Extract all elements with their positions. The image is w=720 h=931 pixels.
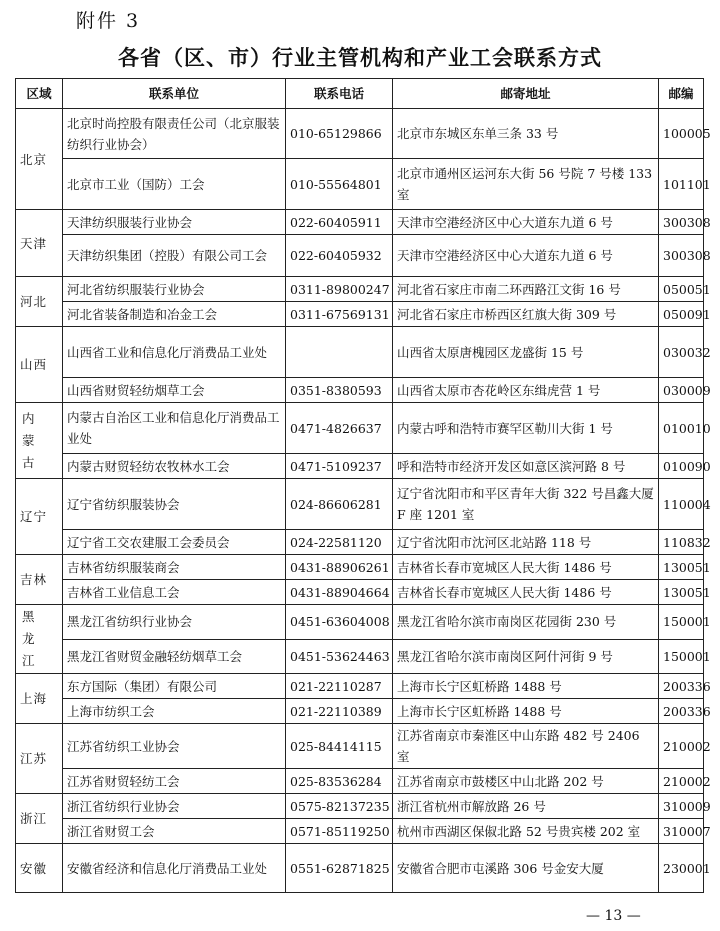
zip-cell: 200336 — [659, 674, 704, 699]
table-row — [16, 605, 704, 640]
phone-cell: 0575-82137235 — [286, 794, 393, 819]
page-number: — 13 — — [586, 908, 641, 924]
zip-cell: 310007 — [659, 819, 704, 844]
table-row — [16, 555, 704, 580]
table-row — [16, 210, 704, 235]
unit-cell: 江苏省纺织工业协会 — [63, 724, 286, 769]
table-row — [16, 403, 704, 454]
address-cell: 呼和浩特市经济开发区如意区滨河路 8 号 — [393, 454, 659, 479]
address-cell: 天津市空港经济区中心大道东九道 6 号 — [393, 210, 659, 235]
phone-cell: 022-60405911 — [286, 210, 393, 235]
zip-cell: 210002 — [659, 724, 704, 769]
region-cell: 吉林 — [16, 555, 63, 605]
address-cell: 上海市长宁区虹桥路 1488 号 — [393, 674, 659, 699]
address-cell: 辽宁省沈阳市沈河区北站路 118 号 — [393, 530, 659, 555]
table-row — [16, 794, 704, 819]
zip-cell: 200336 — [659, 699, 704, 724]
address-cell: 河北省石家庄市南二环西路江文街 16 号 — [393, 277, 659, 302]
header-address: 邮寄地址 — [393, 79, 659, 109]
address-cell: 山西省太原市杏花岭区东缉虎营 1 号 — [393, 378, 659, 403]
zip-cell: 150001 — [659, 605, 704, 640]
zip-cell: 130051 — [659, 580, 704, 605]
header-phone: 联系电话 — [286, 79, 393, 109]
table-row — [16, 674, 704, 699]
phone-cell: 0431-88906261 — [286, 555, 393, 580]
table-row — [16, 109, 704, 159]
zip-cell: 110832 — [659, 530, 704, 555]
table-row — [16, 769, 704, 794]
region-cell: 黑龙江 — [16, 605, 63, 674]
unit-cell: 上海市纺织工会 — [63, 699, 286, 724]
table-row — [16, 159, 704, 210]
page-title: 各省（区、市）行业主管机构和产业工会联系方式 — [118, 45, 602, 70]
region-cell: 辽宁 — [16, 479, 63, 555]
table-row — [16, 479, 704, 530]
unit-cell: 浙江省纺织行业协会 — [63, 794, 286, 819]
table-row — [16, 724, 704, 769]
address-cell: 北京市东城区东单三条 33 号 — [393, 109, 659, 159]
unit-cell: 河北省纺织服装行业协会 — [63, 277, 286, 302]
zip-cell: 100005 — [659, 109, 704, 159]
region-cell: 北京 — [16, 109, 63, 210]
phone-cell: 010-55564801 — [286, 159, 393, 210]
table-row — [16, 639, 704, 674]
region-cell: 浙江 — [16, 794, 63, 844]
unit-cell: 黑龙江省财贸金融轻纺烟草工会 — [63, 639, 286, 674]
table-row — [16, 580, 704, 605]
table-row — [16, 302, 704, 327]
unit-cell: 北京时尚控股有限责任公司（北京服装纺织行业协会） — [63, 109, 286, 159]
address-cell: 辽宁省沈阳市和平区青年大街 322 号昌鑫大厦 F 座 1201 室 — [393, 479, 659, 530]
unit-cell: 黑龙江省纺织行业协会 — [63, 605, 286, 640]
phone-cell — [286, 327, 393, 378]
phone-cell: 0471-4826637 — [286, 403, 393, 454]
zip-cell: 300308 — [659, 210, 704, 235]
phone-cell: 0311-67569131 — [286, 302, 393, 327]
zip-cell: 010090 — [659, 454, 704, 479]
unit-cell: 浙江省财贸工会 — [63, 819, 286, 844]
address-cell: 内蒙古呼和浩特市赛罕区勒川大街 1 号 — [393, 403, 659, 454]
region-cell: 江苏 — [16, 724, 63, 794]
zip-cell: 230001 — [659, 844, 704, 893]
region-cell: 天津 — [16, 210, 63, 277]
table-row — [16, 454, 704, 479]
region-cell: 安徽 — [16, 844, 63, 893]
address-cell: 江苏省南京市秦淮区中山东路 482 号 2406 室 — [393, 724, 659, 769]
zip-cell: 101101 — [659, 159, 704, 210]
address-cell: 吉林省长春市宽城区人民大街 1486 号 — [393, 580, 659, 605]
zip-cell: 030009 — [659, 378, 704, 403]
zip-cell: 010010 — [659, 403, 704, 454]
phone-cell: 0571-85119250 — [286, 819, 393, 844]
address-cell: 天津市空港经济区中心大道东九道 6 号 — [393, 235, 659, 277]
phone-cell: 024-22581120 — [286, 530, 393, 555]
unit-cell: 吉林省工业信息工会 — [63, 580, 286, 605]
unit-cell: 辽宁省纺织服装协会 — [63, 479, 286, 530]
phone-cell: 021-22110389 — [286, 699, 393, 724]
unit-cell: 江苏省财贸轻纺工会 — [63, 769, 286, 794]
address-cell: 江苏省南京市鼓楼区中山北路 202 号 — [393, 769, 659, 794]
zip-cell: 050051 — [659, 277, 704, 302]
address-cell: 黑龙江省哈尔滨市南岗区花园街 230 号 — [393, 605, 659, 640]
table-row — [16, 277, 704, 302]
address-cell: 河北省石家庄市桥西区红旗大街 309 号 — [393, 302, 659, 327]
phone-cell: 024-86606281 — [286, 479, 393, 530]
unit-cell: 安徽省经济和信息化厅消费品工业处 — [63, 844, 286, 893]
phone-cell: 0551-62871825 — [286, 844, 393, 893]
address-cell: 浙江省杭州市解放路 26 号 — [393, 794, 659, 819]
header-region: 区域 — [16, 79, 63, 109]
unit-cell: 天津纺织服装行业协会 — [63, 210, 286, 235]
address-cell: 杭州市西湖区保俶北路 52 号贵宾楼 202 室 — [393, 819, 659, 844]
table-row — [16, 378, 704, 403]
table-row — [16, 819, 704, 844]
zip-cell: 210002 — [659, 769, 704, 794]
zip-cell: 110004 — [659, 479, 704, 530]
phone-cell: 0351-8380593 — [286, 378, 393, 403]
zip-cell: 050091 — [659, 302, 704, 327]
phone-cell: 022-60405932 — [286, 235, 393, 277]
address-cell: 吉林省长春市宽城区人民大街 1486 号 — [393, 555, 659, 580]
header-unit: 联系单位 — [63, 79, 286, 109]
unit-cell: 山西省工业和信息化厅消费品工业处 — [63, 327, 286, 378]
phone-cell: 021-22110287 — [286, 674, 393, 699]
zip-cell: 030032 — [659, 327, 704, 378]
unit-cell: 北京市工业（国防）工会 — [63, 159, 286, 210]
table-row — [16, 235, 704, 277]
phone-cell: 0431-88904664 — [286, 580, 393, 605]
region-cell: 内蒙古 — [16, 403, 63, 479]
unit-cell: 东方国际（集团）有限公司 — [63, 674, 286, 699]
zip-cell: 150001 — [659, 639, 704, 674]
header-zip: 邮编 — [659, 79, 704, 109]
table-header-row — [16, 79, 704, 109]
phone-cell: 0471-5109237 — [286, 454, 393, 479]
address-cell: 北京市通州区运河东大街 56 号院 7 号楼 133 室 — [393, 159, 659, 210]
zip-cell: 300308 — [659, 235, 704, 277]
phone-cell: 025-84414115 — [286, 724, 393, 769]
address-cell: 安徽省合肥市屯溪路 306 号金安大厦 — [393, 844, 659, 893]
phone-cell: 0451-53624463 — [286, 639, 393, 674]
zip-cell: 310009 — [659, 794, 704, 819]
address-cell: 山西省太原唐槐园区龙盛街 15 号 — [393, 327, 659, 378]
region-cell: 上海 — [16, 674, 63, 724]
region-cell: 山西 — [16, 327, 63, 403]
zip-cell: 130051 — [659, 555, 704, 580]
table-row — [16, 844, 704, 893]
unit-cell: 内蒙古财贸轻纺农牧林水工会 — [63, 454, 286, 479]
address-cell: 上海市长宁区虹桥路 1488 号 — [393, 699, 659, 724]
unit-cell: 天津纺织集团（控股）有限公司工会 — [63, 235, 286, 277]
unit-cell: 河北省装备制造和冶金工会 — [63, 302, 286, 327]
region-cell: 河北 — [16, 277, 63, 327]
contact-table — [15, 78, 711, 893]
phone-cell: 0311-89800247 — [286, 277, 393, 302]
address-cell: 黑龙江省哈尔滨市南岗区阿什河街 9 号 — [393, 639, 659, 674]
phone-cell: 010-65129866 — [286, 109, 393, 159]
phone-cell: 0451-63604008 — [286, 605, 393, 640]
unit-cell: 内蒙古自治区工业和信息化厅消费品工业处 — [63, 403, 286, 454]
table-body — [16, 109, 711, 893]
table-row — [16, 699, 704, 724]
attachment-label: 附件 3 — [76, 10, 141, 32]
table-row — [16, 327, 704, 378]
unit-cell: 吉林省纺织服装商会 — [63, 555, 286, 580]
table-row — [16, 530, 704, 555]
unit-cell: 山西省财贸轻纺烟草工会 — [63, 378, 286, 403]
phone-cell: 025-83536284 — [286, 769, 393, 794]
unit-cell: 辽宁省工交农建服工会委员会 — [63, 530, 286, 555]
